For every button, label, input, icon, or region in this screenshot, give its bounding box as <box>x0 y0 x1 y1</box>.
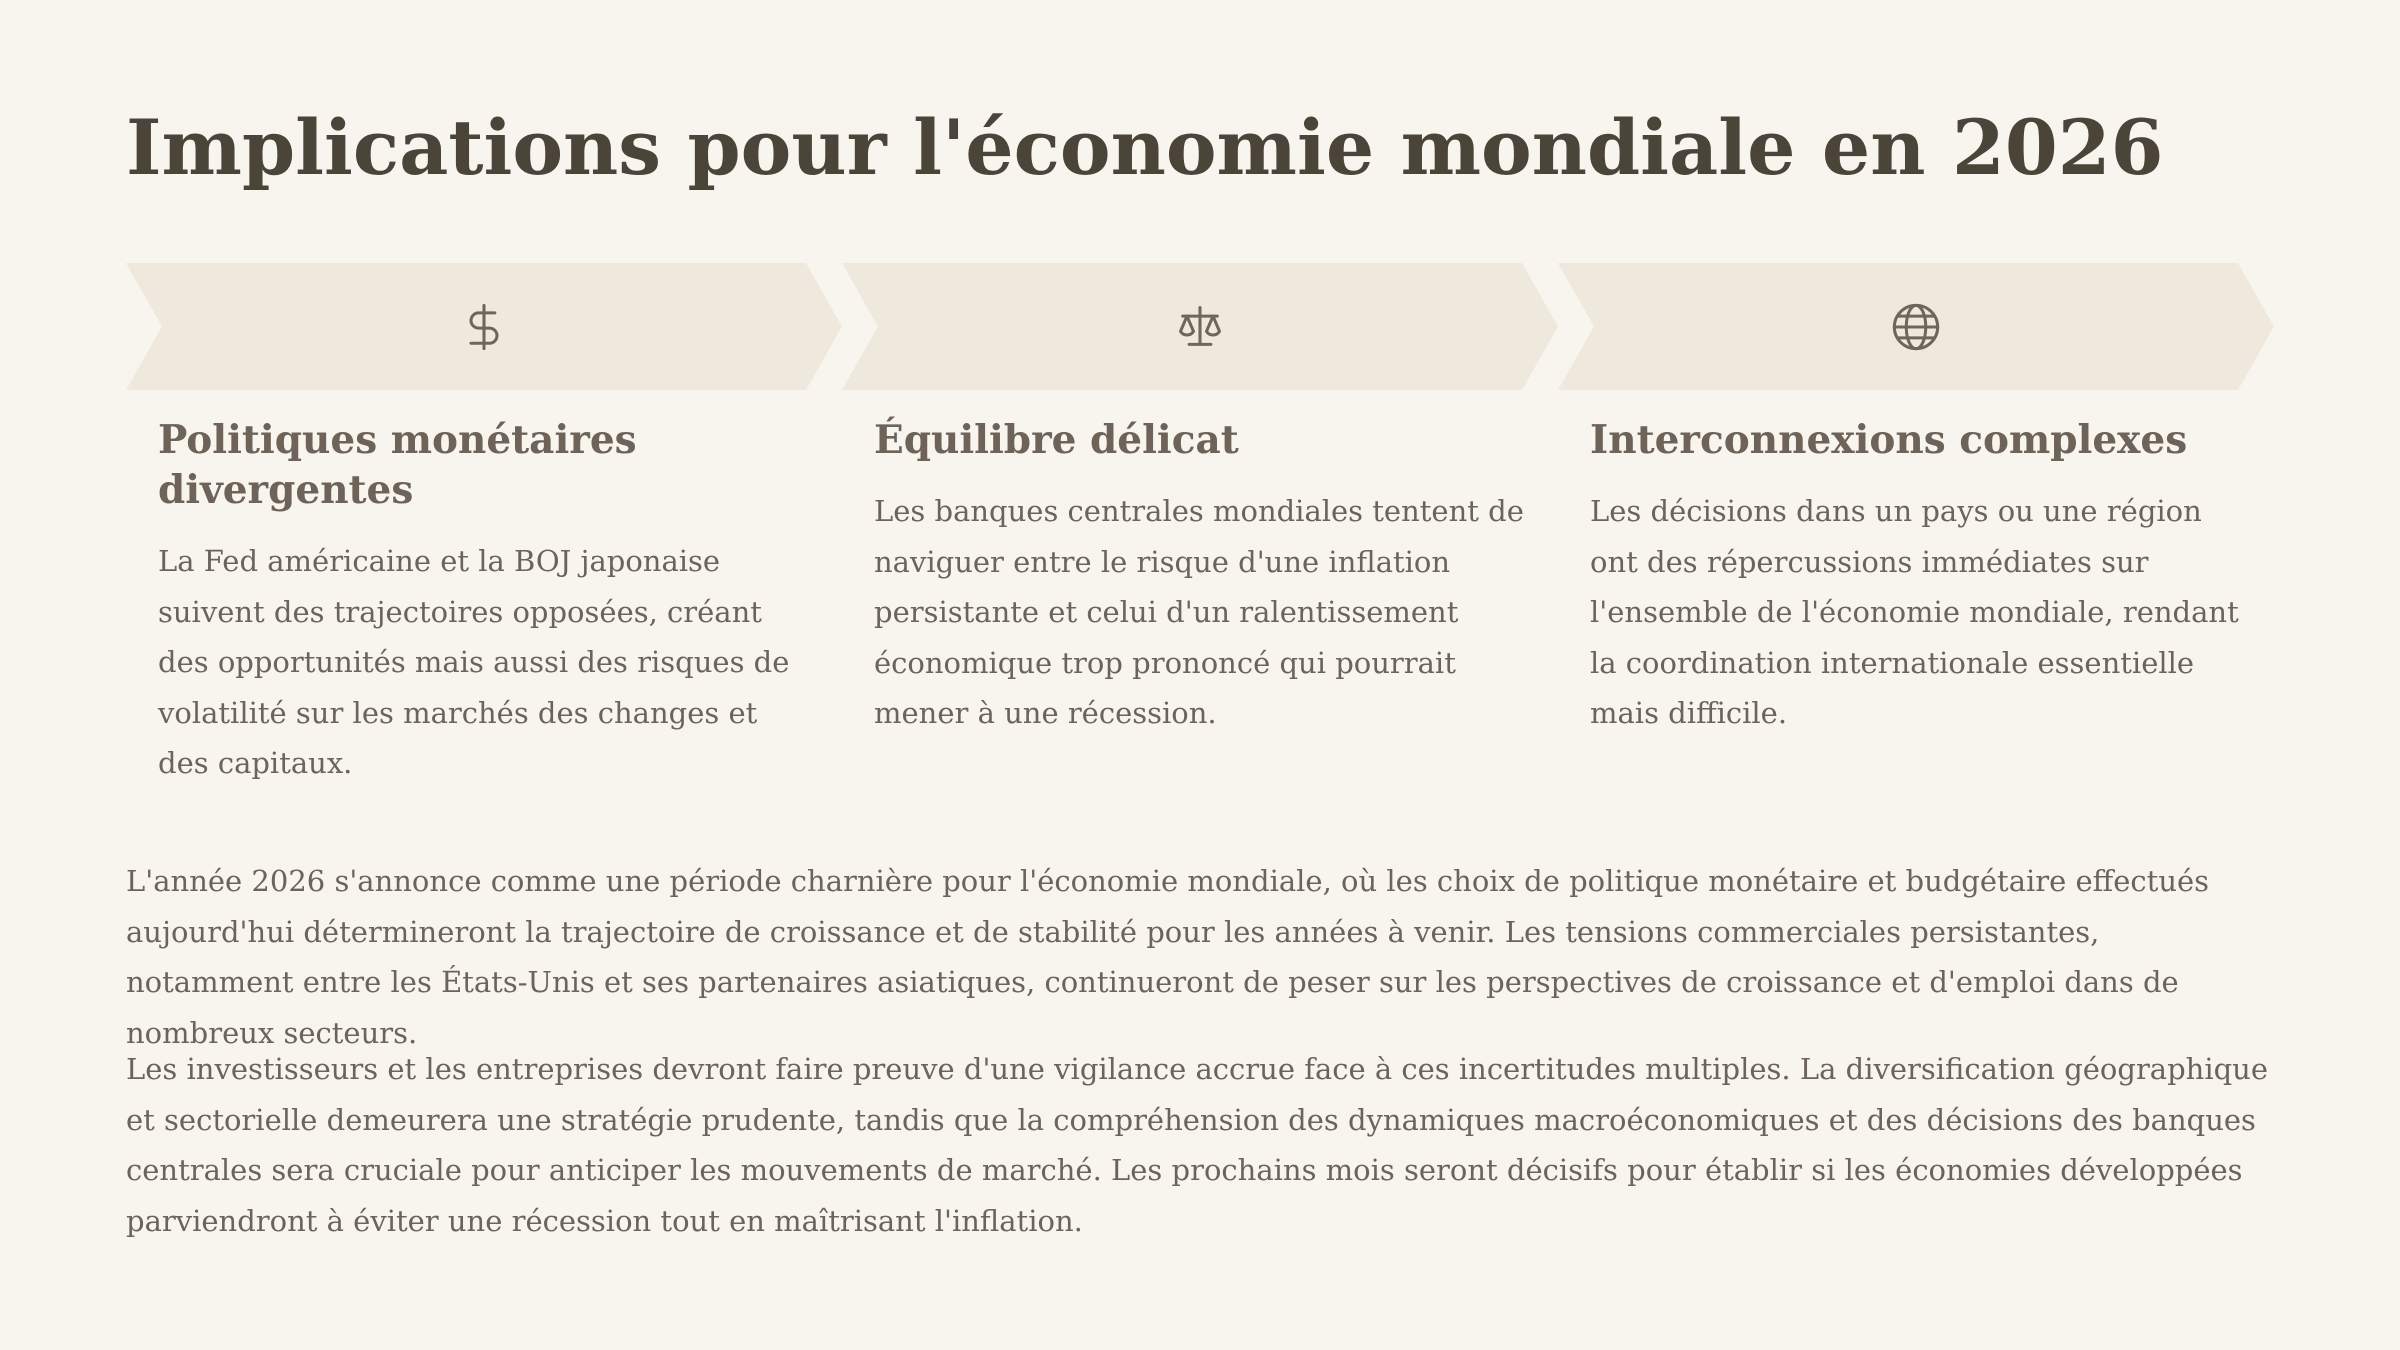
step-monetary-policies <box>126 263 842 793</box>
step-title: Politiques monétaires divergentes <box>158 417 637 513</box>
page-title: Implications pour l'économie mondiale en 2026 <box>126 103 2164 192</box>
step-chevron <box>1558 263 2274 390</box>
step-chevron <box>842 263 1558 390</box>
step-body: Les banques centrales mondiales tentent de naviguer entre le risque d'une inflation persistante et celui d'un ralentissement économique trop prononcé qui pourrait mener à une récession. <box>874 494 1524 730</box>
summary-paragraph-2: Les investisseurs et les entreprises devront faire preuve d'une vigilance accrue face à ces incertitudes multiples. La diversification géographique et sectorielle demeurera une stratégie prudente, tandis que la compréhension des dynamiques macroéconomiques et des décisions des banques centrales sera cruciale pour anticiper les mouvements de marché. Les prochains mois seront décisifs pour établir si les économies développées parviendront à éviter une récession tout en maîtrisant l'inflation. <box>126 1052 2269 1238</box>
globe-icon <box>1890 301 1942 353</box>
step-chevron <box>126 263 842 390</box>
step-complex-interconnections <box>1558 263 2274 793</box>
step-title: Interconnexions complexes <box>1590 417 2188 463</box>
step-body: La Fed américaine et la BOJ japonaise suivent des trajectoires opposées, créant des opportunités mais aussi des risques de volatilité sur les marchés des changes et des capitaux. <box>158 544 790 780</box>
step-body: Les décisions dans un pays ou une région ont des répercussions immédiates sur l'ensemble de l'économie mondiale, rendant la coordination internationale essentielle mais difficile. <box>1590 494 2239 730</box>
slide <box>126 0 2274 1350</box>
steps-row <box>126 263 2274 793</box>
step-delicate-balance <box>842 263 1558 793</box>
summary-paragraph-1: L'année 2026 s'annonce comme une période charnière pour l'économie mondiale, où les choix de politique monétaire et budgétaire effectués aujourd'hui détermineront la trajectoire de croissance et de stabilité pour les années à venir. Les tensions commerciales persistantes, notamment entre les États-Unis et ses partenaires asiatiques, continueront de peser sur les perspectives de croissance et d'emploi dans de nombreux secteurs. <box>126 864 2210 1050</box>
step-title: Équilibre délicat <box>874 417 1239 463</box>
dollar-icon <box>458 301 510 353</box>
scale-icon <box>1174 301 1226 353</box>
